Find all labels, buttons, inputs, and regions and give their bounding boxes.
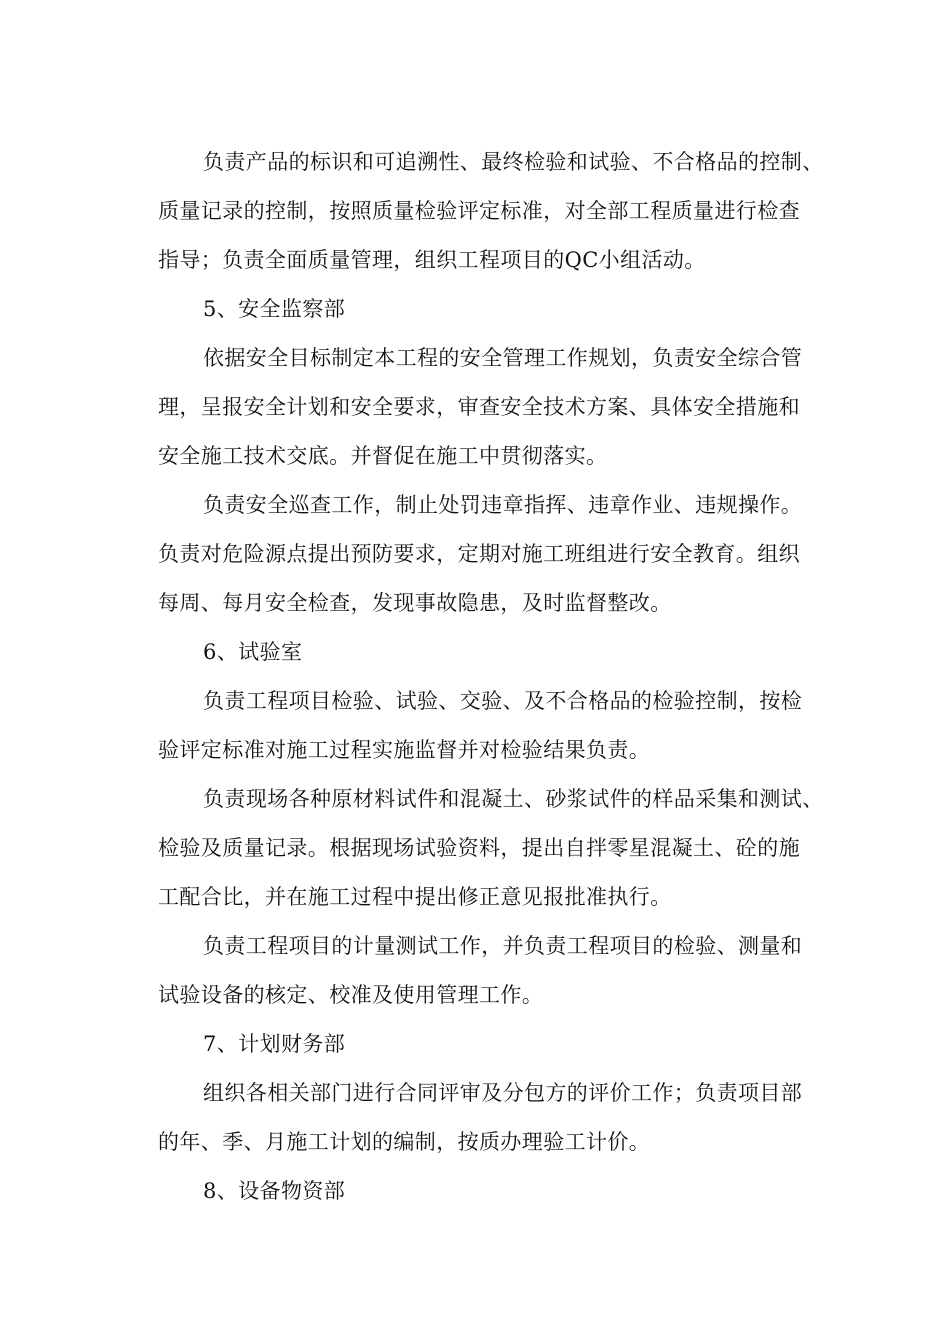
section-heading-finance: 7、计划财务部 (203, 1032, 346, 1056)
paragraph-quality-duties (158, 138, 848, 285)
text-line: 负责工程项目的计量测试工作，并负责工程项目的检验、测量和 (203, 934, 803, 958)
paragraph-finance-duties (158, 1069, 848, 1167)
text-line: 依据安全目标制定本工程的安全管理工作规划，负责安全综合管 (203, 346, 803, 370)
text-line: 质量记录的控制，按照质量检验评定标准，对全部工程质量进行检查 (158, 199, 800, 223)
text-line: 验评定标准对施工过程实施监督并对检验结果负责。 (158, 738, 651, 762)
section-heading-equipment: 8、设备物资部 (203, 1179, 346, 1203)
text-line: 负责安全巡查工作，制止处罚违章指挥、违章作业、违规操作。 (203, 493, 803, 517)
text-line: 的年、季、月施工计划的编制，按质办理验工计价。 (158, 1130, 651, 1154)
section-heading-safety: 5、安全监察部 (203, 297, 346, 321)
text-line: 负责现场各种原材料试件和混凝土、砂浆试件的样品采集和测试、 (203, 787, 824, 811)
text-line: 安全施工技术交底。并督促在施工中贯彻落实。 (158, 444, 608, 468)
text-line: 负责对危险源点提出预防要求，定期对施工班组进行安全教育。组织 (158, 542, 800, 566)
paragraph-safety-planning (158, 334, 848, 481)
text-line: 指导；负责全面质量管理，组织工程项目的QC小组活动。 (158, 248, 706, 272)
text-line: 负责产品的标识和可追溯性、最终检验和试验、不合格品的控制、 (203, 150, 824, 174)
paragraph-safety-inspection (158, 481, 848, 628)
text-line: 负责工程项目检验、试验、交验、及不合格品的检验控制，按检 (203, 689, 803, 713)
section-heading-laboratory: 6、试验室 (203, 640, 303, 664)
paragraph-lab-sampling (158, 775, 848, 922)
document-body (158, 138, 848, 1216)
text-line: 检验及质量记录。根据现场试验资料，提出自拌零星混凝土、砼的施 (158, 836, 800, 860)
text-line: 组织各相关部门进行合同评审及分包方的评价工作；负责项目部 (203, 1081, 803, 1105)
text-line: 工配合比，并在施工过程中提出修正意见报批准执行。 (158, 885, 672, 909)
text-line: 理，呈报安全计划和安全要求，审查安全技术方案、具体安全措施和 (158, 395, 800, 419)
text-line: 试验设备的核定、校准及使用管理工作。 (158, 983, 544, 1007)
paragraph-lab-metrology (158, 922, 848, 1020)
text-line: 每周、每月安全检查，发现事故隐患，及时监督整改。 (158, 591, 672, 615)
paragraph-lab-inspection (158, 677, 848, 775)
